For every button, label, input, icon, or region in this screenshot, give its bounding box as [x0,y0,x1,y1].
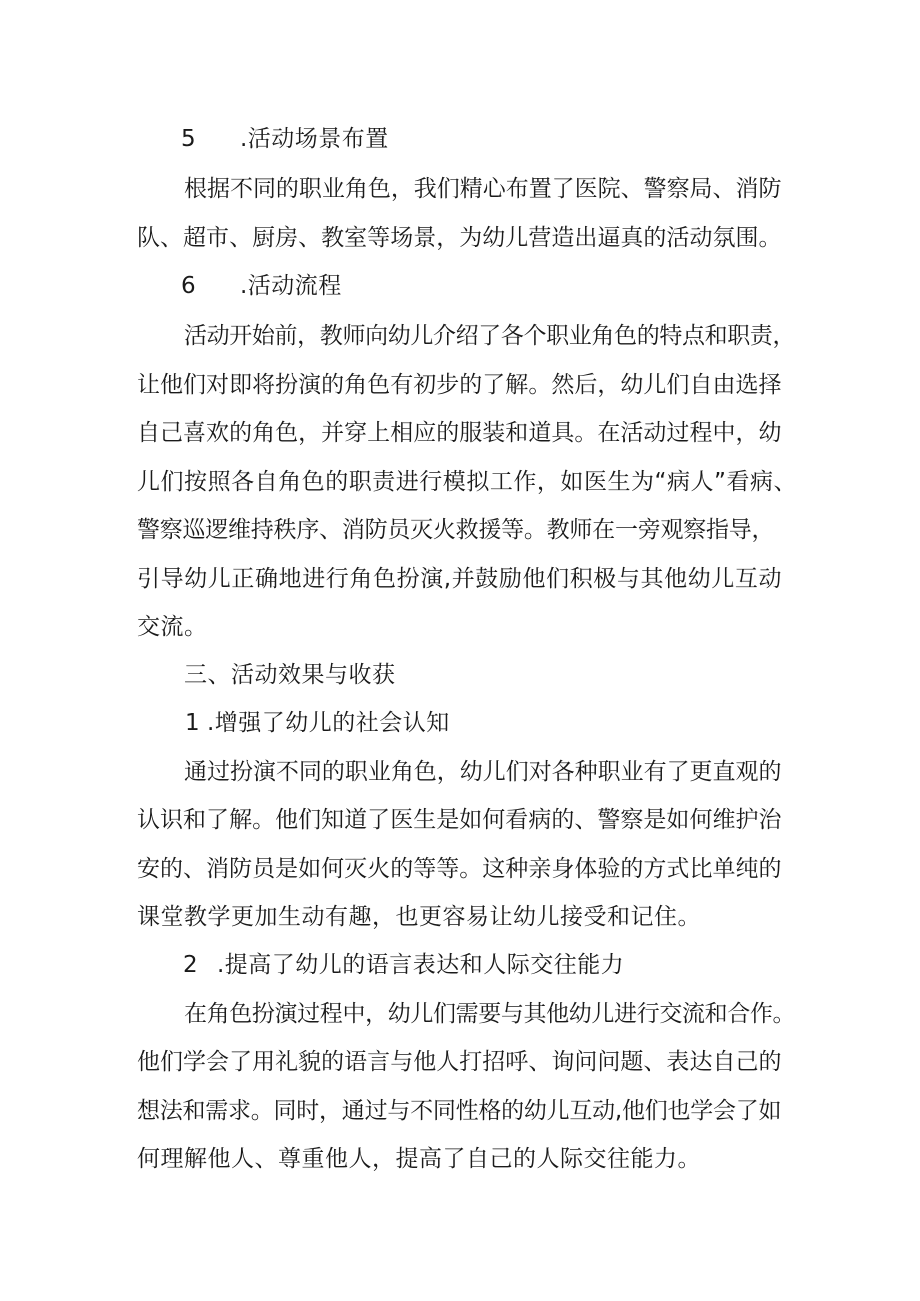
heading-text: .活动场景布置 [240,126,389,152]
paragraph-line: 认识和了解。他们知道了医生是如何看病的、警察是如何维护治 [137,807,782,833]
subheading-text: .增强了幼儿的社会认知 [207,710,450,736]
paragraph-line: 自己喜欢的角色，并穿上相应的服装和道具。在活动过程中，幼 [137,420,782,446]
heading-text: .活动流程 [240,273,342,299]
heading-number: 6 [181,273,197,299]
paragraph-line: 何理解他人、尊重他人，提高了自己的人际交往能力。 [137,1146,701,1172]
paragraph-line: 他们学会了用礼貌的语言与他人打招呼、询问问题、表达自己的 [137,1049,782,1075]
paragraph-line: 警察巡逻维持秩序、消防员灭火救援等。教师在一旁观察指导， [137,517,775,543]
subheading-number: 2 [183,952,199,978]
paragraph-line: 在角色扮演过程中，幼儿们需要与其他幼儿进行交流和合作。 [184,1001,796,1027]
paragraph-line: 让他们对即将扮演的角色有初步的了解。然后，幼儿们自由选择 [137,372,782,398]
heading-5 [0,115,920,163]
paragraph-line: 队、超市、厨房、教室等场景，为幼儿营造出逼真的活动氛围。 [137,225,782,251]
subheading-1 [0,699,920,747]
subheading-text: .提高了幼儿的语言表达和人际交往能力 [217,952,625,978]
subheading-number: 1 [185,710,201,736]
paragraph-line: 儿们按照各自角色的职责进行模拟工作，如医生为“病人”看病、 [137,469,798,495]
paragraph-line: 想法和需求。同时，通过与不同性格的幼儿互动,他们也学会了如 [137,1098,782,1124]
paragraph-line: 安的、消防员是如何灭火的等等。这种亲身体验的方式比单纯的 [137,856,782,882]
paragraph-line: 活动开始前，教师向幼儿介绍了各个职业角色的特点和职责， [184,323,796,349]
paragraph-line: 引导幼儿正确地进行角色扮演,并鼓励他们积极与其他幼儿互动 [137,566,783,592]
heading-6 [0,262,920,310]
paragraph-line: 根据不同的职业角色，我们精心布置了医院、警察局、消防 [184,176,782,202]
paragraph-line: 课堂教学更加生动有趣，也更容易让幼儿接受和记住。 [137,904,701,930]
paragraph-line: 通过扮演不同的职业角色，幼儿们对各种职业有了更直观的 [184,759,782,785]
paragraph-line: 交流。 [137,614,208,640]
heading-number: 5 [181,126,197,152]
subheading-2 [0,941,920,989]
section-heading: 三、活动效果与收获 [184,662,396,688]
